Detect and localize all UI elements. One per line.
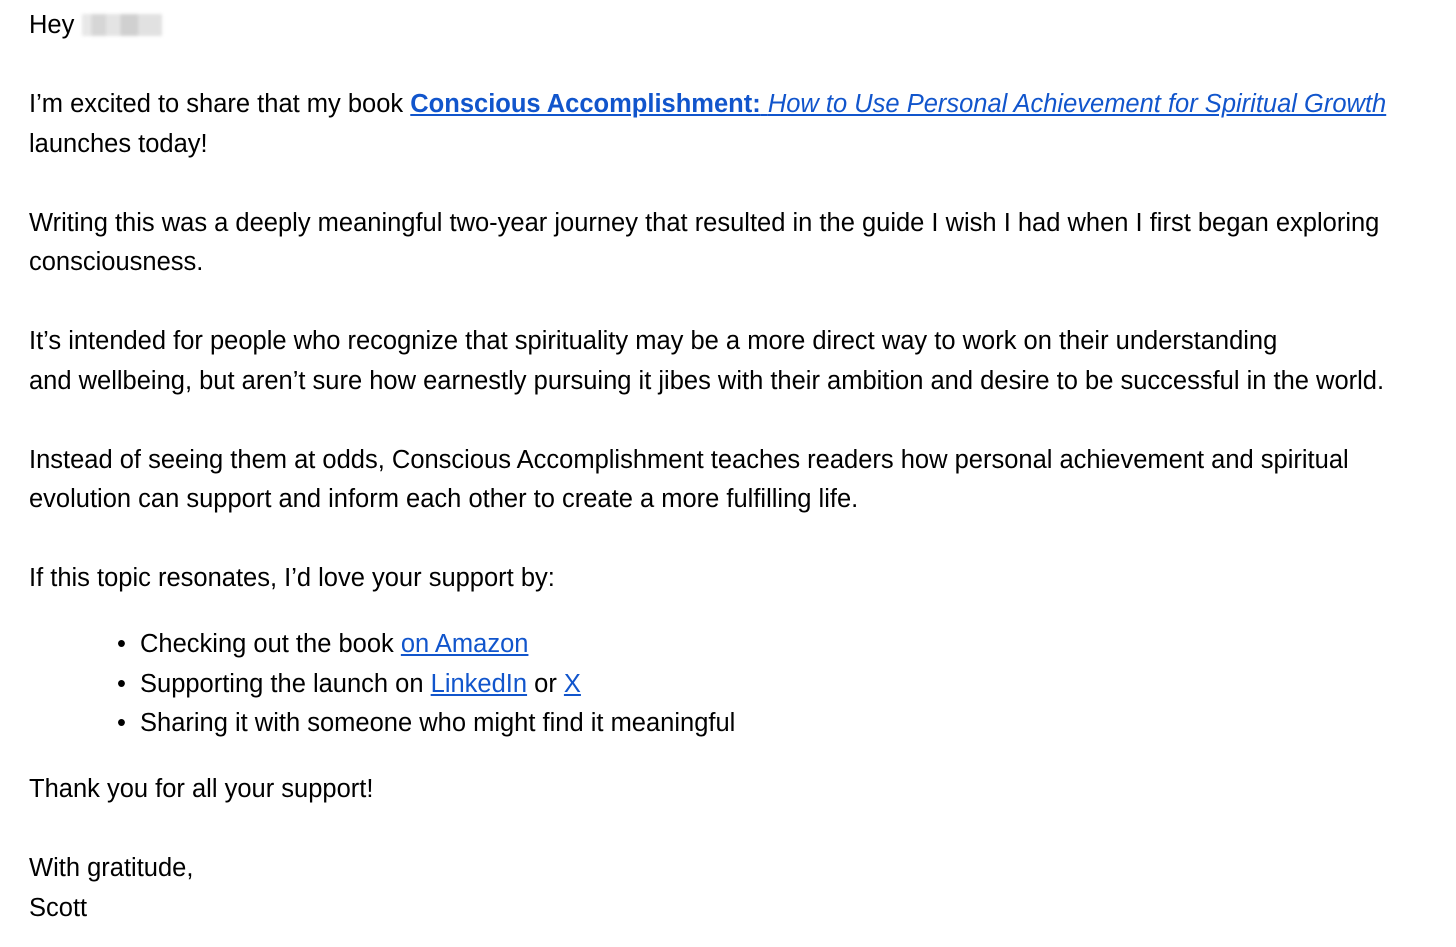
list-item — [117, 625, 1439, 665]
list-item — [117, 704, 1439, 744]
email-body — [29, 6, 1439, 928]
journey-paragraph: Writing this was a deeply meaningful two-year journey that resulted in the guide I wish I had when I first began exploring consciousness. — [29, 208, 1380, 276]
intro-text-after: launches today! — [29, 129, 208, 158]
list-item-text: Sharing it with someone who might find it meaningful — [140, 709, 736, 737]
book-title-subtitle: How to Use Personal Achievement for Spiritual Growth — [767, 90, 1387, 118]
thanks-line: Thank you for all your support! — [29, 775, 374, 803]
audience-paragraph — [29, 322, 1439, 401]
audience-line-2: and wellbeing, but aren’t sure how earnestly pursuing it jibes with their ambition and desire to be successful in the world. — [29, 366, 1385, 395]
intro-text-before: I’m excited to share that my book — [29, 90, 411, 118]
list-item-text: Supporting the launch on — [140, 669, 431, 698]
signoff-line: With gratitude, — [29, 854, 194, 882]
bullet-icon: • — [117, 669, 126, 698]
x-link[interactable]: X — [563, 669, 581, 698]
audience-line-1: It’s intended for people who recognize that spirituality may be a more direct way to work on their understanding — [29, 327, 1278, 355]
amazon-link[interactable]: on Amazon — [400, 630, 529, 658]
list-item — [117, 665, 1439, 705]
greeting-text: Hey — [29, 11, 75, 39]
redacted-name — [82, 14, 162, 36]
support-list — [29, 625, 1439, 744]
ask-paragraph: If this topic resonates, I’d love your support by: — [29, 564, 555, 592]
linkedin-link[interactable]: LinkedIn — [430, 669, 528, 698]
greeting — [29, 6, 1439, 46]
bullet-icon: • — [117, 630, 126, 658]
teaches-paragraph: Instead of seeing them at odds, Conscious Accomplishment teaches readers how personal achievement and spiritual evolution can support and inform each other to create a more fulfilling life. — [29, 445, 1349, 513]
list-item-text: Checking out the book — [140, 630, 401, 658]
intro-paragraph — [29, 85, 1439, 164]
book-title-main: Conscious Accomplishment: — [410, 90, 761, 118]
bullet-icon: • — [117, 709, 126, 737]
book-title-link[interactable] — [410, 90, 1386, 118]
signature-name: Scott — [29, 893, 88, 922]
list-item-or: or — [527, 669, 564, 698]
